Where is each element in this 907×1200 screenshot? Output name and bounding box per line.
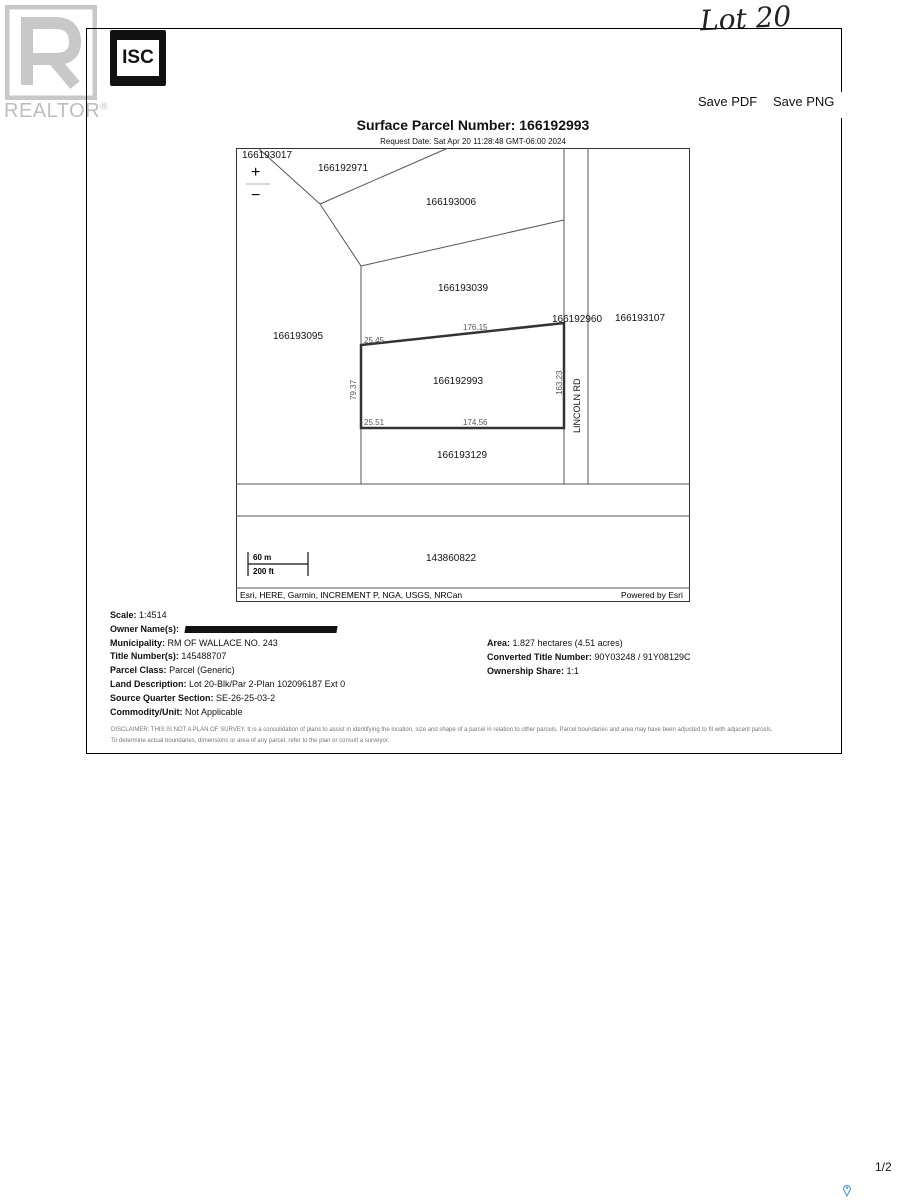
parcel-info-right	[487, 637, 690, 678]
parcel-label: 166192960	[552, 314, 603, 325]
parcel-label: 166193095	[273, 331, 324, 342]
parcel-label: 166193107	[615, 313, 666, 324]
info-owner: Owner Name(s):	[110, 623, 345, 637]
disclaimer: DISCLAIMER: THIS IS NOT A PLAN OF SURVEY. It is a consolidation of plans to assist in identifying the location, size and shape of a parcel in relation to other parcels. Parcel boundaries and area may have been adjusted to fit with adjacent parcels. To determine actual boundaries, dimensions or area of any parcel, refer to the plan or consult a surveyor.	[111, 727, 773, 744]
powered-by-esri[interactable]: Powered by Esri	[621, 590, 683, 600]
scale-bar-metric: 60 m	[253, 553, 272, 562]
dimension-top: 176.15	[463, 323, 488, 332]
parcel-info-left	[110, 609, 345, 719]
parcel-label: 166192971	[318, 163, 369, 174]
info-scale: Scale: 1:4514	[110, 610, 167, 620]
dimension-left: 79.37	[349, 379, 358, 400]
info-parcel-class: Parcel Class: Parcel (Generic)	[110, 665, 235, 676]
subject-parcel-label: 166192993	[433, 376, 484, 387]
dimension-top-left: 25.45	[364, 336, 385, 345]
parcel-label: 166193129	[437, 450, 488, 461]
scale-bar-imperial: 200 ft	[253, 567, 274, 576]
request-date: Request Date: Sat Apr 20 11:28:48 GMT-06:00 2024	[380, 137, 566, 146]
info-municipality: Municipality: RM OF WALLACE NO. 243	[110, 637, 278, 648]
info-ownership-share: Ownership Share: 1:1	[487, 665, 580, 676]
realtor-logo-icon	[5, 5, 97, 100]
info-land-description: Land Description: Lot 20-Blk/Par 2-Plan 102096187 Ext 0	[110, 678, 346, 689]
info-title-numbers: Title Number(s): 145488707	[110, 651, 227, 662]
save-png-button[interactable]: Save PNG	[765, 92, 842, 118]
parcel-title: Surface Parcel Number: 166192993	[356, 117, 590, 133]
save-pdf-button[interactable]: Save PDF	[690, 92, 765, 118]
map-attribution: Esri, HERE, Garmin, INCREMENT P, NGA, USGS, NRCan	[240, 590, 463, 600]
page-indicator: 1/2	[875, 1160, 892, 1174]
zoom-in-button[interactable]: +	[251, 164, 261, 181]
handwritten-lot-note: Lot 20	[699, 0, 793, 38]
parcel-label: 143860822	[426, 553, 477, 564]
realtor-wordmark: REALTOR®	[4, 100, 108, 122]
dimension-bottom: 174.56	[463, 418, 488, 427]
info-commodity: Commodity/Unit: Not Applicable	[110, 706, 243, 717]
dimension-right: 163.23	[555, 370, 564, 395]
info-converted-title: Converted Title Number: 90Y03248 / 91Y08129C	[487, 651, 691, 662]
parcel-label: 166193039	[438, 283, 489, 294]
parcel-label: 166193017	[242, 150, 293, 161]
dimension-bottom-left: 25.51	[364, 418, 385, 427]
isc-logo: ISC	[110, 30, 166, 86]
zoom-out-button[interactable]: −	[251, 187, 261, 204]
redacted-owner-name	[184, 626, 337, 633]
road-label: LINCOLN RD	[572, 378, 582, 433]
info-source-quarter: Source Quarter Section: SE-26-25-03-2	[110, 692, 276, 703]
parcel-map[interactable]	[236, 148, 690, 602]
info-area: Area: 1.827 hectares (4.51 acres)	[487, 638, 623, 648]
parcel-label: 166193006	[426, 197, 477, 208]
map-pin-icon	[842, 1183, 852, 1197]
